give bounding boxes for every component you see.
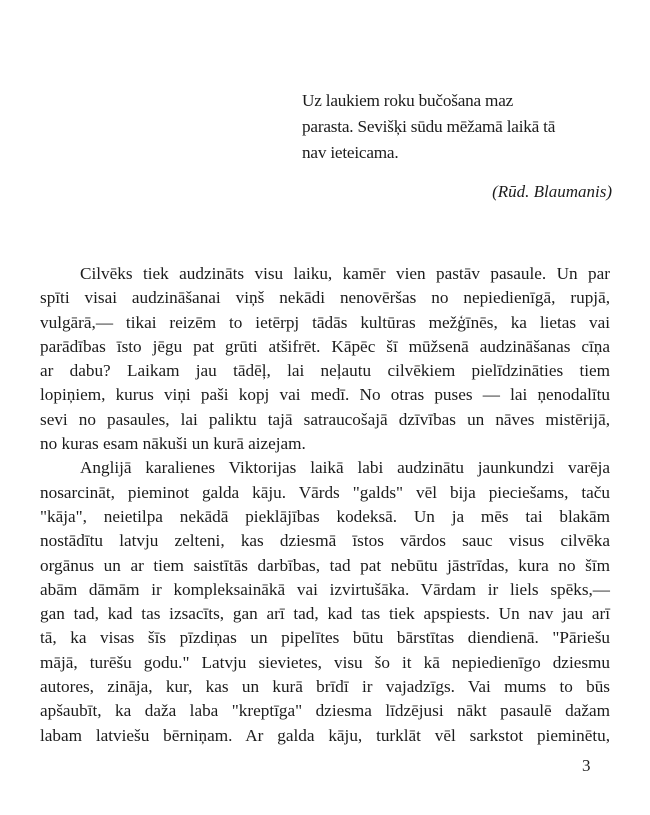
text-line: sevi no pasaules, lai paliktu tajā satraucošajā dzīvības un nāves mistērijā, [40,409,610,429]
text-line: abām dāmām ir kompleksainākā vai izvirtušāka. Vārdam ir liels spēks,— [40,579,610,599]
text-line: spīti visai audzināšanai viņš nekādi nenovēršas no nepiedienīgā, rupjā, [40,288,610,308]
text-line: no kuras esam nākuši un kurā aizejam. [40,434,306,454]
page-number: 3 [582,756,591,775]
text-line: mājā, turēšu godu." Latvju sievietes, visu šo it kā nepiedienīgo dziesmu [40,652,610,672]
paragraph-2 [40,456,610,748]
epigraph-line: Uz laukiem roku bučošana maz [302,91,514,110]
text-line: nosarcināt, pieminot galda kāju. Vārds "galds" vēl bija pieciešams, taču [40,482,610,502]
text-line: Cilvēks tiek audzināts visu laiku, kamēr vien pastāv pasaule. Un par [80,264,610,283]
body-text [40,262,610,748]
text-line: autores, zināja, kur, kas un kurā brīdī ir vajadzīgs. Vai mums to būs [40,677,610,697]
text-line: orgānus un ar tiem saistītās darbības, tad pat nebūtu jāstrīdas, kura no šīm [40,555,610,575]
text-line: labam latviešu bērniņam. Ar galda kāju, turklāt vēl sarkstot pieminētu, [40,725,610,745]
text-line: ar dabu? Laikam jau tādēļ, lai neļautu cilvēkiem pielīdzināties tiem [40,361,610,381]
text-line: gan tad, kad tas izsacīts, gan arī tad, kad tas tiek apspiests. Un nav jau arī [40,604,610,624]
text-line: parādības īsto jēgu pat grūti atšifrēt. Kāpēc šī mūžsenā audzināšanas cīņa [40,336,610,356]
text-line: lopiņiem, kurus viņi paši kopj vai medī. No otras puses — lai ņenodalītu [40,385,610,405]
text-line: Anglijā karalienes Viktorijas laikā labi audzinātu jaunkundzi varēja [80,458,610,478]
text-line: nostādītu latvju zelteni, kas dziesmā īstos vārdos sauc visus cilvēka [40,531,610,551]
text-line: "kāja", neietilpa nekādā pieklājības kodeksā. Un ja mēs tai blakām [40,506,610,526]
epigraph-line: nav ieteicama. [302,143,399,162]
paragraph-1 [40,262,610,456]
text-line: apšaubīt, ka daža laba "kreptīga" dziesma līdzējusi nākt pasaulē dažam [40,701,610,721]
epigraph-line: parasta. Sevišķi sūdu mēžamā laikā tā [302,117,556,136]
epigraph [302,88,602,166]
epigraph-attribution: (Rūd. Blaumanis) [492,182,612,201]
text-line: tā, ka visas šīs pīzdiņas un pipelītes būtu bārstītas diendienā. "Pāriešu [40,628,610,648]
text-line: vulgārā,— tikai reizēm to ietērpj tādās kultūras mežģīnēs, ka lietas vai [40,312,610,332]
